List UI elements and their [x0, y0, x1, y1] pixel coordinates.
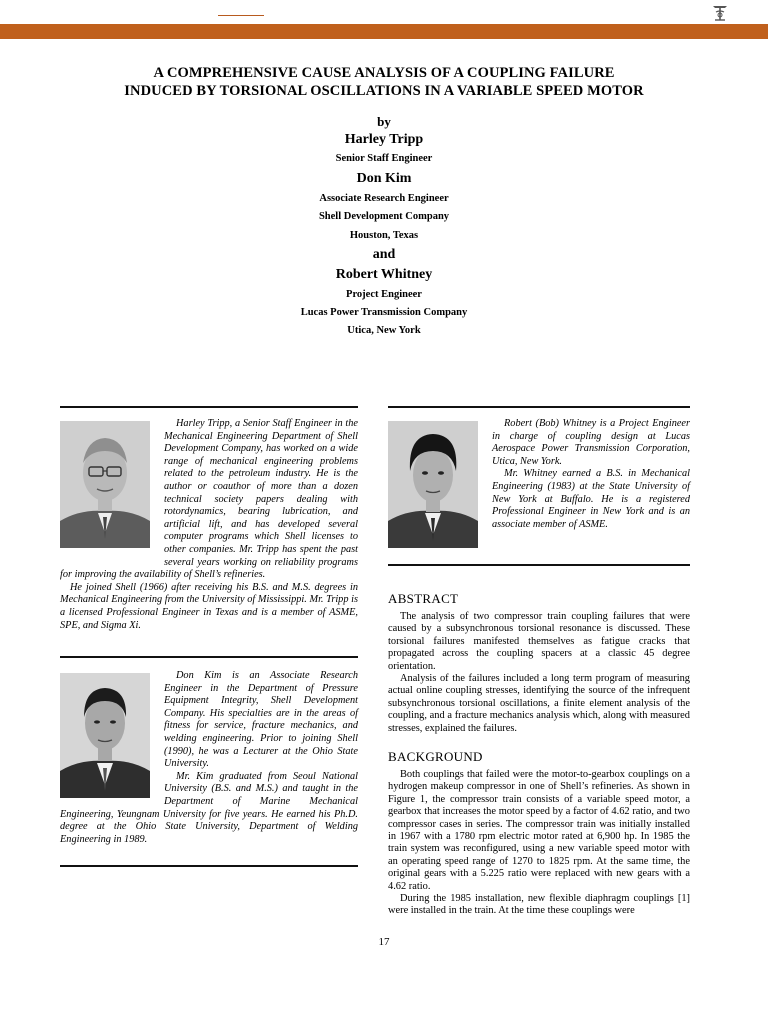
author-name-kim: Don Kim [356, 171, 412, 186]
author-org-lucas: Lucas Power Transmission Company [300, 307, 468, 318]
author-name-whitney: Robert Whitney [335, 267, 433, 282]
abstract-paragraph-2: Analysis of the failures included a long term program of measuring actual online coupling stresses, identifying the source of the infrequent subsynchronous torsional oscillations, a finite element analysis of the coupling, and a fracture mechanics analysis which, along with measured stresses, explained the failures. [388, 673, 690, 734]
bio-whitney-paragraph-1: Robert (Bob) Whitney is a Project Engineer in charge of coupling design at Lucas Aerospace Power Transmission Corporation, Utica, New York. [492, 418, 690, 467]
abstract-paragraph-1: The analysis of two compressor train coupling failures that were caused by a subsynchronous torsional resonance is discussed. These torsional failures manifested themselves as fatigue cracks that propagated across the coupling spacers at a classic 45 degree orientation. [388, 611, 690, 672]
page-header [0, 0, 768, 24]
title-line-2: INDUCED BY TORSIONAL OSCILLATIONS IN A VARIABLE SPEED MOTOR [124, 83, 644, 99]
bio-rule-top-tripp [60, 406, 358, 408]
bio-robert-whitney [492, 418, 690, 531]
header-color-band [0, 24, 768, 39]
background-paragraph-1: Both couplings that failed were the motor-to-gearbox couplings on a hydrogen makeup compressor in one of Shell’s refineries. As shown in Figure 1, the compressor train consists of a variable speed motor, a gearbox that increases the motor speed by a factor of 4.62 ratio, and two compressor cases in series. The compressor train was initially installed in 1967 with a 1780 rpm electric motor rated at 6,900 hp. In 1985 the train system was reconfigured, using a new variable speed motor with an operating speed range of 1270 to 1825 rpm. At the same time, the original gears with a 5.225 ratio were replaced with new gears with a 4.62 ratio. [388, 769, 690, 892]
author-location-houston: Houston, Texas [349, 230, 419, 241]
bio-rule-bottom-kim [60, 865, 358, 867]
bio-rule-top-kim [60, 656, 358, 658]
bio-rule-bottom-whitney [388, 564, 690, 566]
author-title-kim: Associate Research Engineer [319, 193, 449, 204]
header-underline [218, 15, 264, 16]
background-paragraph-2: During the 1985 installation, new flexible diaphragm couplings [1] were installed in the train. At the time these couplings were [388, 893, 690, 917]
bio-kim-paragraph-1: Don Kim is an Associate Research Engineer in the Department of Pressure Equipment Integrity, Shell Development Company. His specialties are in the areas of fitness for service, fracture mechanics, and welding engineering. Prior to joining Shell (1990), he was a Lecturer at the Ohio State University. [164, 670, 358, 770]
author-name-tripp: Harley Tripp [344, 132, 424, 147]
bio-don-kim [60, 670, 358, 846]
bio-tripp-paragraph-2: He joined Shell (1966) after receiving his B.S. and M.S. degrees in Mechanical Engineering from the University of Mississippi. Mr. Tripp is a licensed Professional Engineer in Texas and is a member of ASME, SPE, and Sigma Xi. [60, 581, 358, 631]
abstract-body [388, 611, 690, 735]
bio-kim-paragraph-2: Mr. Kim graduated from Seoul National University (B.S. and M.S.) and taught in the Department of Marine Mechanical Engineering, Yeungnam University for five years. He earned his Ph.D. degree at the Ohio State University, Department of Welding Engineering in 1989. [60, 770, 358, 845]
author-org-shell: Shell Development Company [318, 211, 450, 222]
author-title-whitney: Project Engineer [346, 289, 422, 300]
bio-harley-tripp [60, 418, 358, 632]
photo-robert-whitney [388, 421, 478, 548]
bio-whitney-paragraph-2: Mr. Whitney earned a B.S. in Mechanical Engineering (1983) at the State University of New York at Buffalo. He is a registered Professional Engineer in New York and is an associate member of ASME. [492, 468, 690, 530]
paper-title [60, 64, 708, 100]
bio-rule-top-whitney [388, 406, 690, 408]
tamu-turbomachinery-logo-icon [709, 2, 731, 24]
bio-tripp-paragraph-1: Harley Tripp, a Senior Staff Engineer in the Mechanical Engineering Department of Shell Development Company, has worked on a wide range of mechanical engineering problems related to the petroleum industry. He is the author or coauthor of more than a dozen technical society papers dealing with rotordynamics, bearing lubrication, and artificial lift, and has developed several computer programs which Shell licenses to other companies. Mr. Tripp has spent the past several years working on reliability programs for improving the availability of Shell’s refineries. [60, 418, 358, 581]
background-body [388, 769, 690, 918]
page-number: 17 [378, 936, 390, 948]
author-location-utica: Utica, New York [347, 325, 421, 336]
and-label: and [372, 247, 396, 262]
abstract-heading: ABSTRACT [388, 591, 459, 606]
author-title-tripp: Senior Staff Engineer [335, 153, 433, 164]
by-label: by [377, 114, 391, 129]
background-heading: BACKGROUND [388, 749, 483, 764]
title-line-1: A COMPREHENSIVE CAUSE ANALYSIS OF A COUPLING FAILURE [153, 65, 615, 81]
